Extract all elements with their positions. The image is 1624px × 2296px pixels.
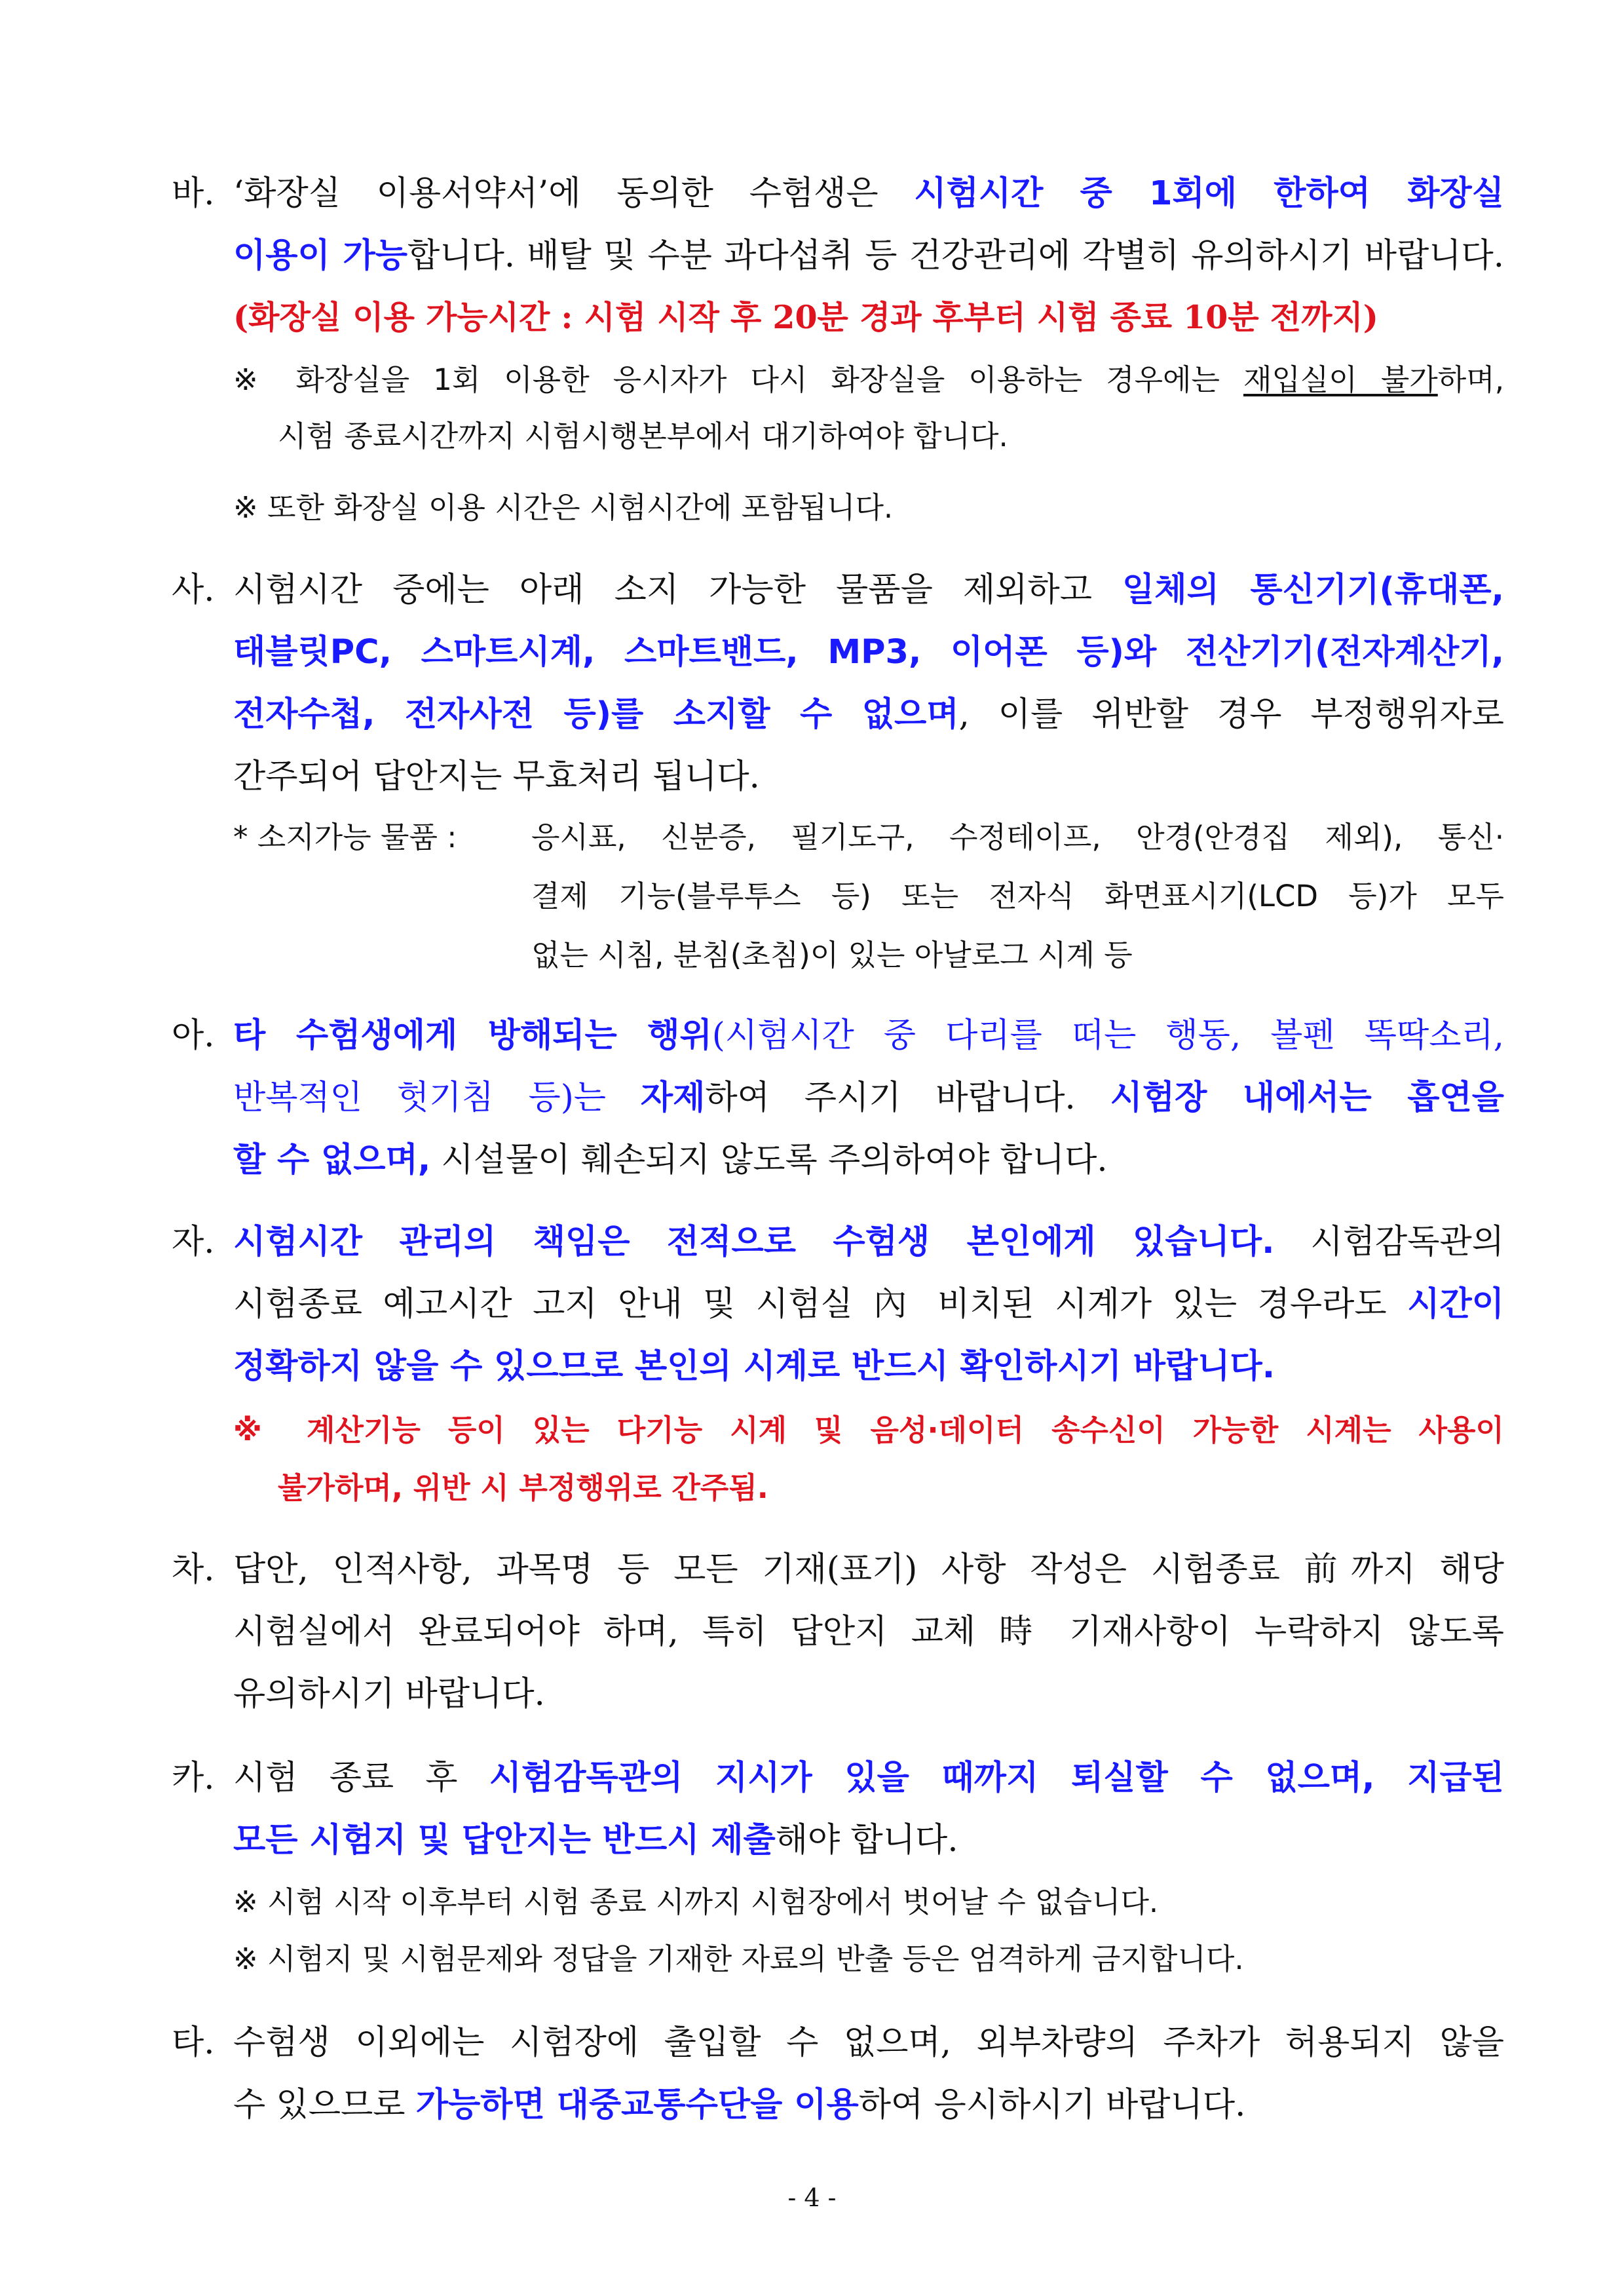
text-line: ‘화장실 이용서약서’에 동의한 수험생은 시험시간 중 1회에 한하여 화장실 [233, 174, 1504, 213]
text-line: 전자수첩, 전자사전 등)를 소지할 수 없으며, 이를 위반할 경우 부정행위자로 [233, 695, 1504, 734]
text-line: 시험실에서 완료되어야 하며, 특히 답안지 교체 時 기재사항이 누락하지 않도록 [233, 1613, 1504, 1651]
text-line: 모든 시험지 및 답안지는 반드시 제출해야 합니다. [233, 1821, 958, 1860]
watch-warning-line: 불가하며, 위반 시 부정행위로 간주됨. [278, 1470, 768, 1505]
text-line: 이용이 가능합니다. 배탈 및 수분 과다섭취 등 건강관리에 각별히 유의하시기 바랍니다. [233, 237, 1504, 275]
note-line: 시험 종료시간까지 시험시행본부에서 대기하여야 합니다. [278, 419, 1008, 453]
text-line: 간주되어 답안지는 무효처리 됩니다. [233, 757, 760, 796]
text-line: 시험시간 중에는 아래 소지 가능한 물품을 제외하고 일체의 통신기기(휴대폰, [233, 571, 1504, 609]
section-marker: 타. [172, 2023, 215, 2062]
section-marker: 바. [172, 174, 215, 213]
text-line: 할 수 없으며, 시설물이 훼손되지 않도록 주의하여야 합니다. [233, 1141, 1108, 1179]
watch-warning-line: ※ 계산기능 등이 있는 다기능 시계 및 음성·데이터 송수신이 가능한 시계는 사용이 [233, 1413, 1504, 1447]
allowed-items-line: 없는 시침, 분침(초침)이 있는 아날로그 시계 등 [531, 938, 1133, 972]
text-line: 시험시간 관리의 책임은 전적으로 수험생 본인에게 있습니다. 시험감독관의 [233, 1223, 1505, 1261]
note-line: ※ 화장실을 1회 이용한 응시자가 다시 화장실을 이용하는 경우에는 재입실이 불가하며, [233, 362, 1505, 397]
section-marker: 자. [172, 1223, 215, 1261]
text-line: 시험 종료 후 시험감독관의 지시가 있을 때까지 퇴실할 수 없으며, 지급된 [233, 1759, 1504, 1797]
text-line: 반복적인 헛기침 등)는 자제하여 주시기 바랍니다. 시험장 내에서는 흡연을 [233, 1079, 1504, 1117]
text-line: 정확하지 않을 수 있으므로 본인의 시계로 반드시 확인하시기 바랍니다. [233, 1347, 1275, 1386]
text-line: 답안, 인적사항, 과목명 등 모든 기재(표기) 사항 작성은 시험종료 前까지 해당 [233, 1550, 1504, 1589]
text-line: 타 수험생에게 방해되는 행위(시험시간 중 다리를 떠는 행동, 볼펜 똑딱소리, [233, 1016, 1504, 1055]
note-line: ※ 시험 시작 이후부터 시험 종료 시까지 시험장에서 벗어날 수 없습니다. [233, 1885, 1159, 1919]
restroom-time-notice: (화장실 이용 가능시간 : 시험 시작 후 20분 경과 후부터 시험 종료 10분 전까지) [233, 298, 1378, 336]
text-line: 수험생 이외에는 시험장에 출입할 수 없으며, 외부차량의 주차가 허용되지 않을 [233, 2023, 1504, 2062]
text-line: 유의하시기 바랍니다. [233, 1675, 545, 1713]
text-line: 시험종료 예고시간 고지 안내 및 시험실 內 비치된 시계가 있는 경우라도 시간이 [233, 1285, 1504, 1324]
allowed-items-label: * 소지가능 물품 : [233, 820, 457, 854]
page-number: - 4 - [787, 2183, 837, 2212]
note-line: ※ 시험지 및 시험문제와 정답을 기재한 자료의 반출 등은 엄격하게 금지합니다. [233, 1942, 1244, 1976]
allowed-items-line: 결제 기능(블루투스 등) 또는 전자식 화면표시기(LCD 등)가 모두 [531, 879, 1504, 913]
text-line: 태블릿PC, 스마트시계, 스마트밴드, MP3, 이어폰 등)와 전산기기(전자계산기, [233, 633, 1504, 672]
section-marker: 아. [172, 1016, 215, 1055]
section-marker: 차. [172, 1550, 215, 1589]
section-marker: 사. [172, 571, 215, 609]
note-line: ※ 또한 화장실 이용 시간은 시험시간에 포함됩니다. [233, 490, 894, 525]
allowed-items-line: 응시표, 신분증, 필기도구, 수정테이프, 안경(안경집 제외), 통신· [531, 820, 1504, 854]
section-marker: 카. [172, 1759, 215, 1797]
text-line: 수 있으므로 가능하면 대중교통수단을 이용하여 응시하시기 바랍니다. [233, 2086, 1246, 2124]
